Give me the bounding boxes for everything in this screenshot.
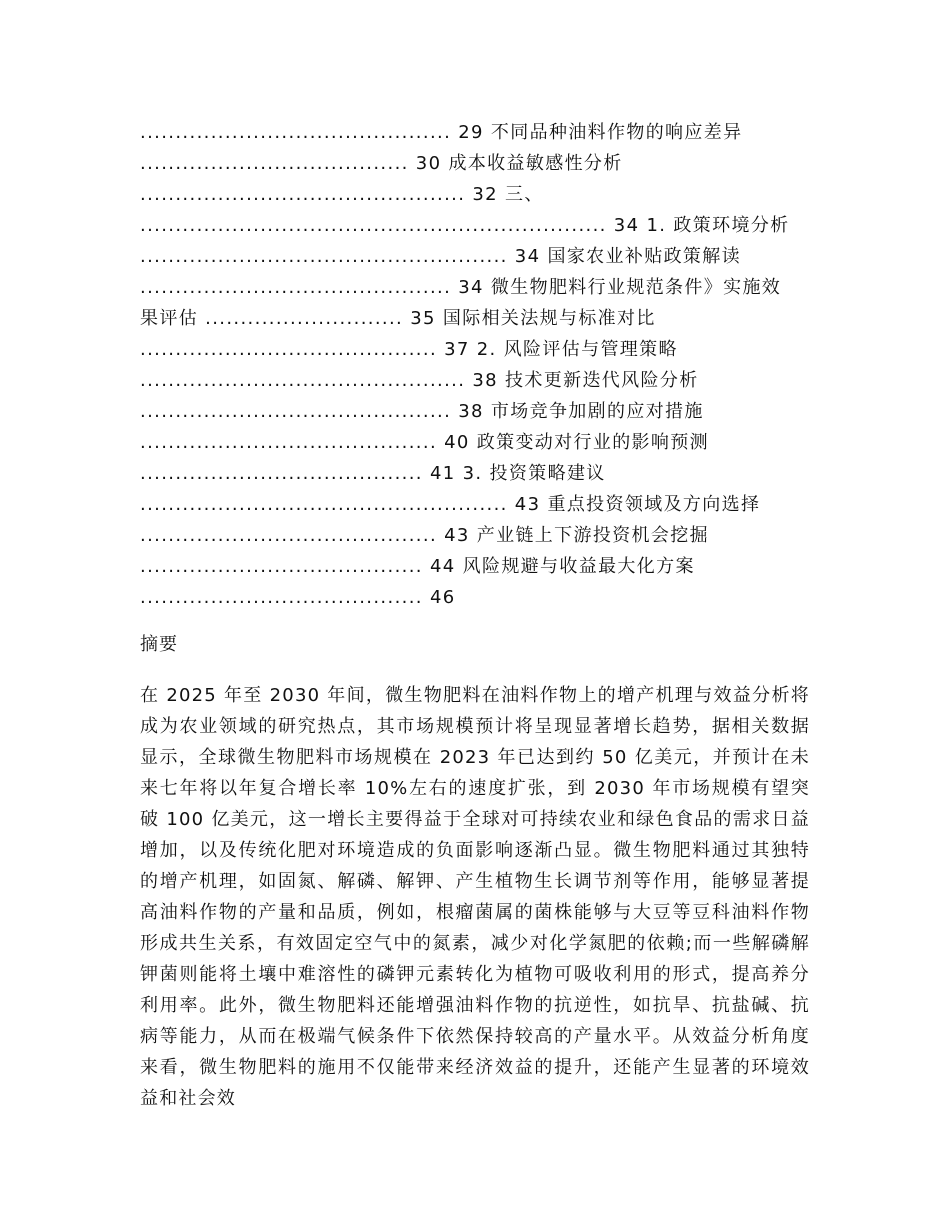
toc-entry <box>140 489 810 520</box>
toc-entry-text: ............................................ 34 微生物肥料行业规范条件》实施效 <box>140 277 782 298</box>
toc-entry <box>140 551 810 582</box>
toc-entry-text: .......................................... 40 政策变动对行业的影响预测 <box>140 432 709 453</box>
toc-entry <box>140 458 810 489</box>
toc-entry <box>140 582 810 613</box>
toc-entry <box>140 148 810 179</box>
toc-entry-text: ........................................ 44 风险规避与收益最大化方案 <box>140 556 695 577</box>
toc-entry <box>140 272 810 303</box>
toc-entry-text: .................................................... 43 重点投资领域及方向选择 <box>140 494 761 515</box>
toc-entry-text: 果评估 ............................ 35 国际相关法规与标准对比 <box>140 308 656 329</box>
toc-entry <box>140 520 810 551</box>
summary-paragraph: 在 2025 年至 2030 年间，微生物肥料在油料作物上的增产机理与效益分析将成为农业领域的研究热点，其市场规模预计将呈现显著增长趋势，据相关数据显示，全球微生物肥料市场规模在 2023 年已达到约 50 亿美元，并预计在未来七年将以年复合增长率 10%左右的速度扩张，到 2030 年市场规模有望突破 100 亿美元，这一增长主要得益于全球对可持续农业和绿色食品的需求日益增加，以及传统化肥对环境造成的负面影响逐渐凸显。微生物肥料通过其独特的增产机理，如固氮、解磷、解钾、产生植物生长调节剂等作用，能够显著提高油料作物的产量和品质，例如，根瘤菌属的菌株能够与大豆等豆科油料作物形成共生关系，有效固定空气中的氮素，减少对化学氮肥的依赖;而一些解磷解钾菌则能将土壤中难溶性的磷钾元素转化为植物可吸收利用的形式，提高养分利用率。此外，微生物肥料还能增强油料作物的抗逆性，如抗旱、抗盐碱、抗病等能力，从而在极端气候条件下依然保持较高的产量水平。从效益分析角度来看，微生物肥料的施用不仅能带来经济效益的提升，还能产生显著的环境效益和社会效 <box>140 685 810 1109</box>
toc-entry <box>140 179 810 210</box>
toc-entry-text: .................................................................. 34 1. 政策环境分析 <box>140 215 790 236</box>
toc-entry-text: ............................................ 29 不同品种油料作物的响应差异 <box>140 122 743 143</box>
toc-entry-text: .............................................. 38 技术更新迭代风险分析 <box>140 370 699 391</box>
toc-entry <box>140 334 810 365</box>
table-of-contents <box>140 117 810 613</box>
toc-entry <box>140 303 810 334</box>
toc-entry-text: ........................................ 41 3. 投资策略建议 <box>140 463 606 484</box>
toc-entry <box>140 396 810 427</box>
toc-entry-text: .................................................... 34 国家农业补贴政策解读 <box>140 246 741 267</box>
toc-entry-text: .......................................... 43 产业链上下游投资机会挖掘 <box>140 525 709 546</box>
toc-entry-text: .............................................. 32 三、 <box>140 184 544 205</box>
toc-entry <box>140 427 810 458</box>
toc-entry <box>140 241 810 272</box>
toc-entry-text: .......................................... 37 2. 风险评估与管理策略 <box>140 339 678 360</box>
toc-entry-text: ...................................... 30 成本收益敏感性分析 <box>140 153 623 174</box>
toc-entry-text: ............................................ 38 市场竞争加剧的应对措施 <box>140 401 704 422</box>
toc-entry-text: ........................................ 46 <box>140 587 456 608</box>
toc-entry <box>140 117 810 148</box>
summary-heading: 摘要 <box>140 634 178 655</box>
toc-entry <box>140 210 810 241</box>
toc-entry <box>140 365 810 396</box>
